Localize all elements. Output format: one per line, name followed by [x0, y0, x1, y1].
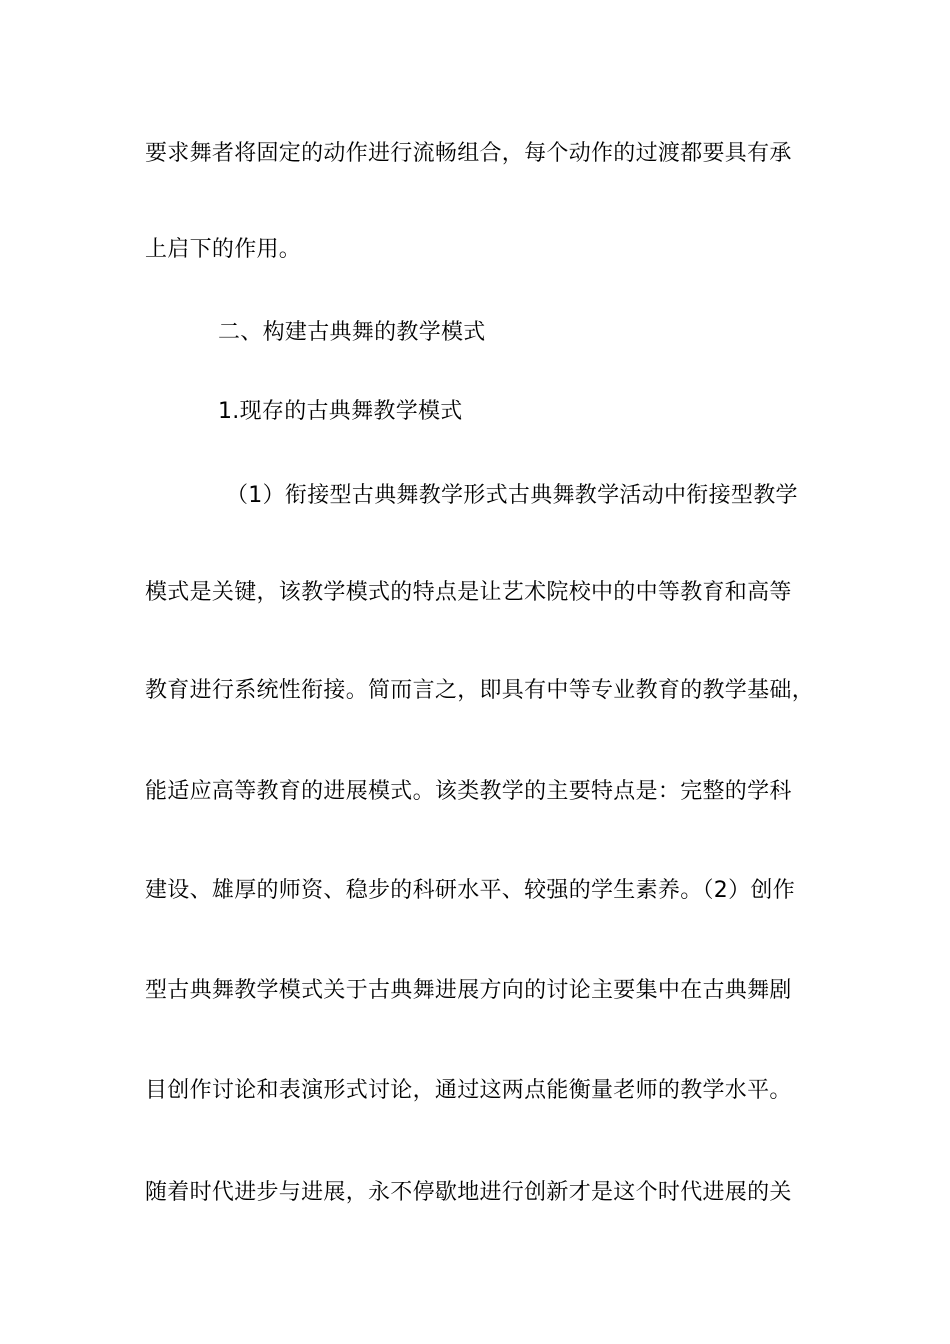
paragraph-line: 要求舞者将固定的动作进行流畅组合，每个动作的过渡都要具有承 — [145, 141, 792, 166]
section-heading: 二、构建古典舞的教学模式 — [218, 320, 486, 345]
subsection-heading: 1.现存的古典舞教学模式 — [218, 399, 463, 424]
paragraph-line: 建设、雄厚的师资、稳步的科研水平、较强的学生素养。（2）创作 — [145, 878, 795, 903]
paragraph-line: 能适应高等教育的进展模式。该类教学的主要特点是：完整的学科 — [145, 779, 792, 804]
paragraph-line: 教育进行系统性衔接。简而言之，即具有中等专业教育的教学基础， — [145, 678, 815, 703]
paragraph-line: 上启下的作用。 — [145, 237, 302, 262]
paragraph-line: 模式是关键，该教学模式的特点是让艺术院校中的中等教育和高等 — [145, 580, 792, 605]
paragraph-line: （1）衔接型古典舞教学形式古典舞教学活动中衔接型教学 — [226, 483, 798, 508]
paragraph-line: 随着时代进步与进展，永不停歇地进行创新才是这个时代进展的关 — [145, 1180, 792, 1205]
paragraph-line: 型古典舞教学模式关于古典舞进展方向的讨论主要集中在古典舞剧 — [145, 978, 792, 1003]
paragraph-line: 目创作讨论和表演形式讨论，通过这两点能衡量老师的教学水平。 — [145, 1078, 792, 1103]
